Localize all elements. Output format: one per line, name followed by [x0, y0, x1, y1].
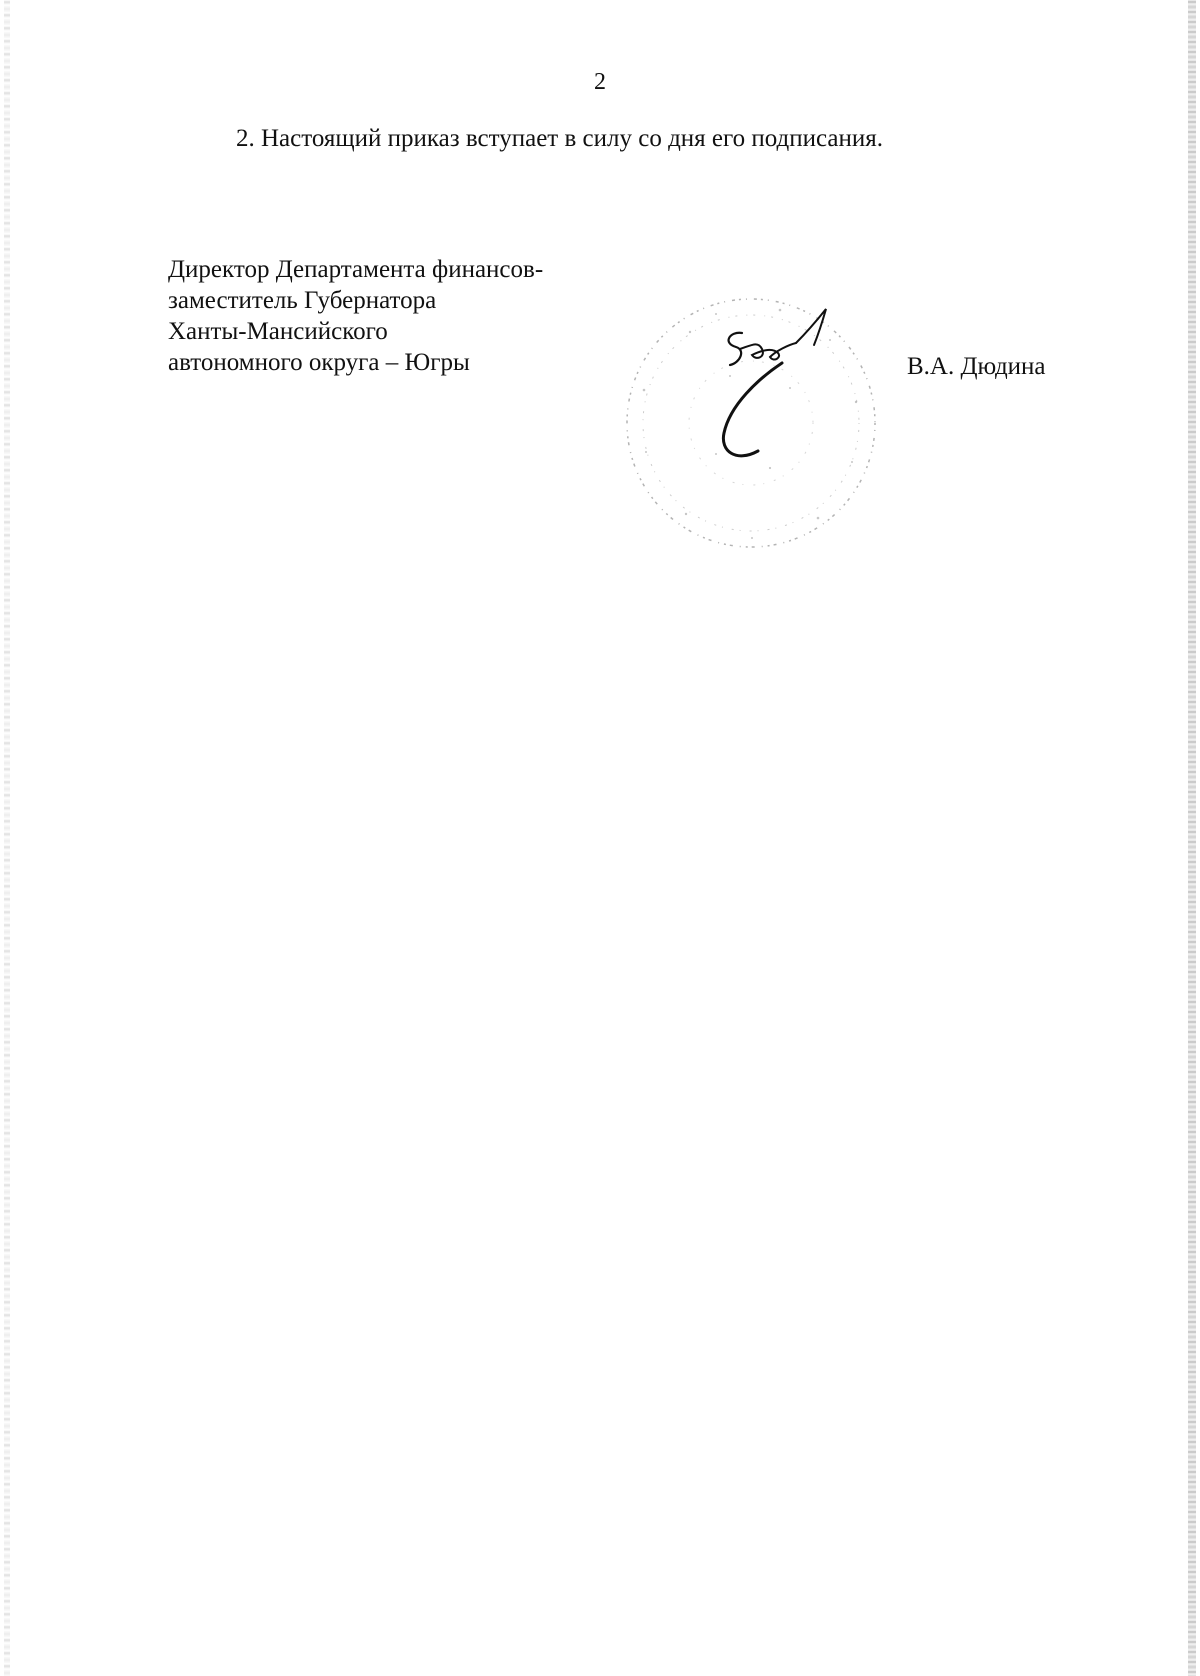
clause-effective-date: 2. Настоящий приказ вступает в силу со дня его подписания. — [236, 125, 884, 152]
signatory-title-line: заместитель Губернатора — [168, 287, 437, 314]
page-number: 2 — [594, 69, 606, 95]
scan-edge-left — [4, 0, 10, 1676]
scan-edge-right — [1188, 0, 1196, 1676]
signatory-title-line: Директор Департамента финансов- — [168, 256, 544, 283]
handwritten-signature-icon — [700, 305, 870, 475]
signatory-title — [168, 254, 543, 378]
signatory-title-line: Ханты-Мансийского — [168, 318, 388, 345]
signatory-title-line: автономного округа – Югры — [168, 349, 470, 376]
signer-name: В.А. Дюдина — [907, 353, 1046, 380]
